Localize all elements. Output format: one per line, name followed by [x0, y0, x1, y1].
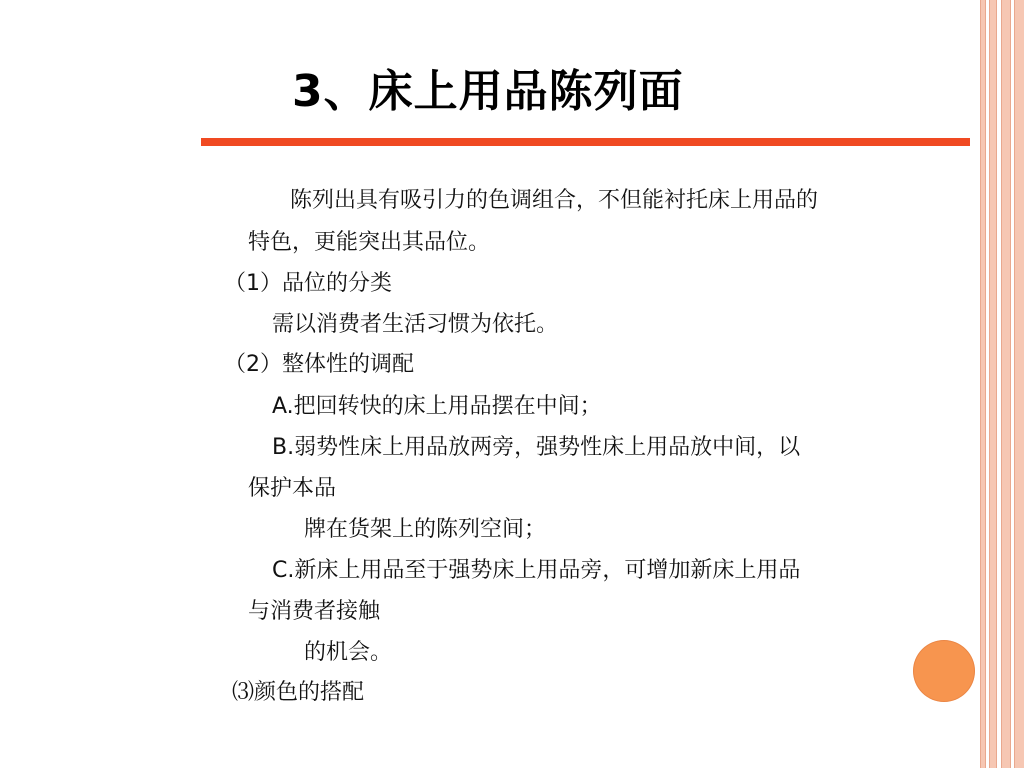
stripe-edge	[1001, 0, 1002, 768]
side-stripe	[1001, 0, 1010, 768]
side-stripe	[989, 0, 996, 768]
list-item-c: C.新床上用品至于强势床上用品旁，可增加新床上用品	[272, 558, 801, 583]
stripe-edge	[989, 0, 990, 768]
list-item-c-continued: 的机会。	[304, 640, 393, 665]
paragraph-line: 特色，更能突出其品位。	[248, 230, 491, 255]
decorative-orange-circle	[913, 640, 975, 702]
stripe-edge	[996, 0, 997, 768]
section-heading-3: ⑶颜色的搭配	[232, 680, 365, 705]
slide-title: 3、床上用品陈列面	[292, 66, 684, 117]
list-item-b-continued: 保护本品	[248, 476, 337, 501]
stripe-edge	[1010, 0, 1011, 768]
stripe-edge	[985, 0, 986, 768]
stripe-edge	[980, 0, 981, 768]
list-item-b-continued: 牌在货架上的陈列空间；	[304, 517, 547, 542]
side-stripe	[1014, 0, 1024, 768]
list-item-b: B.弱势性床上用品放两旁，强势性床上用品放中间，以	[272, 435, 801, 460]
list-item-a: A.把回转快的床上用品摆在中间；	[272, 394, 602, 419]
paragraph-line: 陈列出具有吸引力的色调组合，不但能衬托床上用品的	[290, 188, 819, 213]
stripe-edge	[1014, 0, 1015, 768]
paragraph-line: 需以消费者生活习惯为依托。	[272, 312, 559, 337]
section-heading-1: （1）品位的分类	[224, 271, 392, 296]
title-underline-bar	[201, 138, 970, 146]
list-item-c-continued: 与消费者接触	[248, 599, 381, 624]
section-heading-2: （2）整体性的调配	[224, 352, 414, 377]
